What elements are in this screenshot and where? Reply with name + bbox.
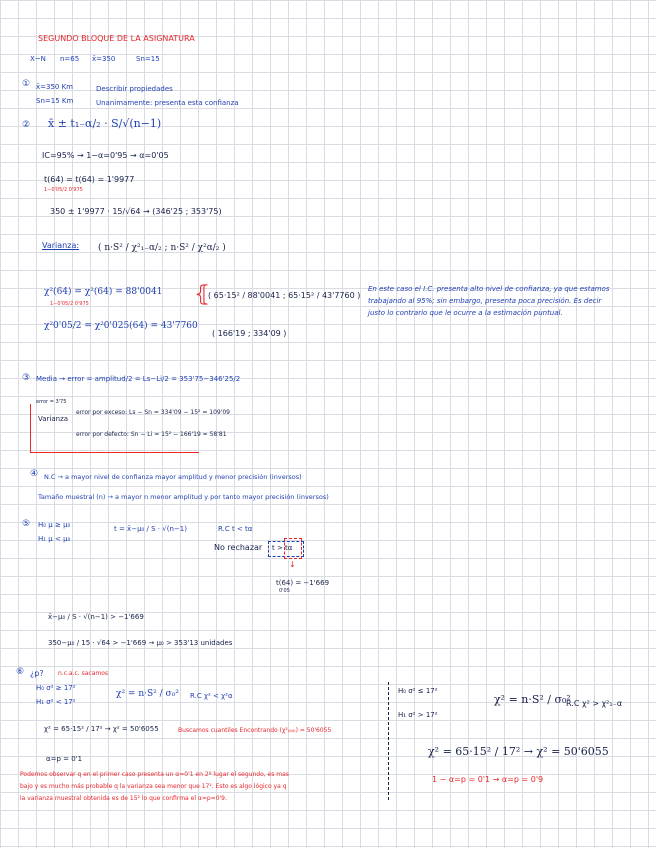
s6-divider — [388, 682, 389, 800]
s2-frac: ( 65·15² / 88'0041 ; 65·15² / 43'7760 ) — [208, 291, 361, 300]
given-mean: x̄=350 — [92, 55, 116, 63]
s6-conclusion-1: Podemos observar q en el primer caso presenta un α=0'1 en 2º lugar el segundo, es mas — [20, 771, 289, 778]
s5-box-text: t > tα — [272, 544, 293, 552]
s2-formula: x̄ ± t₁₋α/₂ · S/√(n−1) — [48, 117, 162, 130]
s6-conclusion-2: bajo y es mucho más probable q la varianza sea menor que 17². Esto es algo lógico ya q — [20, 783, 287, 790]
s6-h0: H₀ σ² ≥ 17² — [36, 684, 76, 692]
section-5-marker: ⑤ — [22, 519, 31, 529]
s2-result: ( 166'19 ; 334'09 ) — [212, 329, 287, 338]
s6-alpha: α=p = 0'1 — [46, 755, 83, 763]
s2-calc: 350 ± 1'9977 · 15/√64 → (346'25 ; 353'75) — [50, 207, 222, 216]
s2-ic: IC=95% → 1−α=0'95 → α=0'05 — [42, 151, 169, 160]
section-1-marker: ① — [22, 79, 31, 89]
s1-line1a: x̄=350 Km — [36, 83, 74, 91]
s5-t-val: t(64) = −1'669 — [276, 579, 330, 587]
s2-chi1-sub: 1−0'05/2 0'975 — [50, 301, 89, 307]
given-n: n=65 — [60, 55, 80, 63]
s4-line-1: N.C → a mayor nivel de confianza mayor amplitud y menor precisión (inversos) — [44, 473, 302, 481]
s3-line: Media → error = amplitud/2 = Ls−Li/2 = 353'75−346'25/2 — [36, 375, 241, 383]
s2-var-label: Varianza: — [42, 241, 80, 250]
s6-rc: R.C χ² < χ²α — [190, 692, 233, 700]
s6-right-alpha: 1 − α=p = 0'1 → α=p = 0'9 — [432, 775, 544, 784]
s3-exceso: error por exceso: Ls − Sn = 334'09 − 15² = 109'09 — [76, 409, 230, 416]
s3-error: error = 3'75 — [36, 399, 67, 405]
s2-note-1: En este caso el I.C. presenta alto nivel de confianza, ya que estamos — [368, 285, 610, 293]
s1-line2a: Sn=15 Km — [36, 97, 74, 105]
section-2-marker: ② — [22, 120, 31, 130]
given-sd: Sn=15 — [136, 55, 160, 63]
s2-note-3: justo lo contrario que le ocurre a la estimación puntual. — [368, 309, 563, 317]
s1-line1b: Describir propiedades — [96, 85, 173, 93]
s6-right-formula: χ² = n·S² / σ₀² — [494, 693, 571, 706]
s6-question: ¿p? — [30, 669, 44, 678]
s5-arrow-down-icon: ↓ — [289, 560, 296, 569]
s3-defecto: error por defecto: Sn − Li = 15² − 166'19 = 58'81 — [76, 431, 227, 438]
s6-buscamos: Buscamos cuantiles Encontrando (χ²₍₆₄₎) = 50'6055 — [178, 727, 332, 734]
s1-line2b: Unanimamente: presenta esta confianza — [96, 99, 239, 107]
s5-h0: H₀ μ ≥ μ₀ — [38, 521, 71, 529]
s5-ineq-2: 350−μ₀ / 15 · √64 > −1'669 → μ₀ > 353'13 unidades — [48, 639, 233, 647]
s6-right-rc: R.C χ² > χ²₁₋α — [566, 699, 623, 708]
s2-chi1: χ²(64) = χ²(64) = 88'0041 — [44, 287, 163, 297]
page-title: SEGUNDO BLOQUE DE LA ASIGNATURA — [38, 34, 195, 43]
s5-stat: t = x̄−μ₀ / S · √(n−1) — [114, 525, 187, 533]
section-4-marker: ④ — [30, 469, 39, 479]
section-6-marker: ⑥ — [16, 667, 25, 677]
s4-line-2: Tamaño muestral (n) → a mayor n menor amplitud y por tanto mayor precisión (inversos) — [38, 493, 329, 501]
s5-t-sub: 0'05 — [279, 588, 290, 594]
s5-ineq-1: x̄−μ₀ / S · √(n−1) > −1'669 — [48, 613, 144, 621]
s2-brace-icon: ⦃ — [194, 282, 211, 307]
s6-chi-calc: χ² = 65·15² / 17² → χ² = 50'6055 — [44, 725, 159, 733]
s2-t-sub: 1−0'05/2 0'975 — [44, 187, 83, 193]
section-3-marker: ③ — [22, 373, 31, 383]
s6-conclusion-3: la varianza muestral obtenida es de 15² lo que confirma el α=p=0'9. — [20, 795, 227, 802]
s2-note-2: trabajando al 95%; sin embargo, presenta poca precisión. Es decir — [368, 297, 602, 305]
s2-var-formula: ( n·S² / χ²₁₋α/₂ ; n·S² / χ²α/₂ ) — [98, 243, 226, 253]
s5-rc: R.C t < tα — [218, 525, 253, 533]
s3-var-label: Varianza — [38, 415, 69, 423]
s5-no-rechazar: No rechazar — [214, 543, 263, 552]
s2-t-line: t(64) = t(64) = 1'9977 — [44, 175, 135, 184]
s2-chi2: χ²0'05/2 = χ²0'025(64) = 43'7760 — [44, 321, 198, 331]
s5-h1: H₁ μ < μ₀ — [38, 535, 71, 543]
given-dist: X~N — [30, 55, 46, 63]
s6-h1: H₁ σ² < 17² — [36, 698, 76, 706]
s6-q-note: n.c.a.c. sacamos — [58, 670, 109, 677]
s6-right-h1: H₁ σ² > 17² — [398, 711, 438, 719]
s6-chi-formula: χ² = n·S² / σ₀² — [116, 689, 179, 699]
s6-right-calc: χ² = 65·15² / 17² → χ² = 50'6055 — [428, 745, 609, 758]
s6-right-h0: H₀ σ² ≤ 17² — [398, 687, 438, 695]
